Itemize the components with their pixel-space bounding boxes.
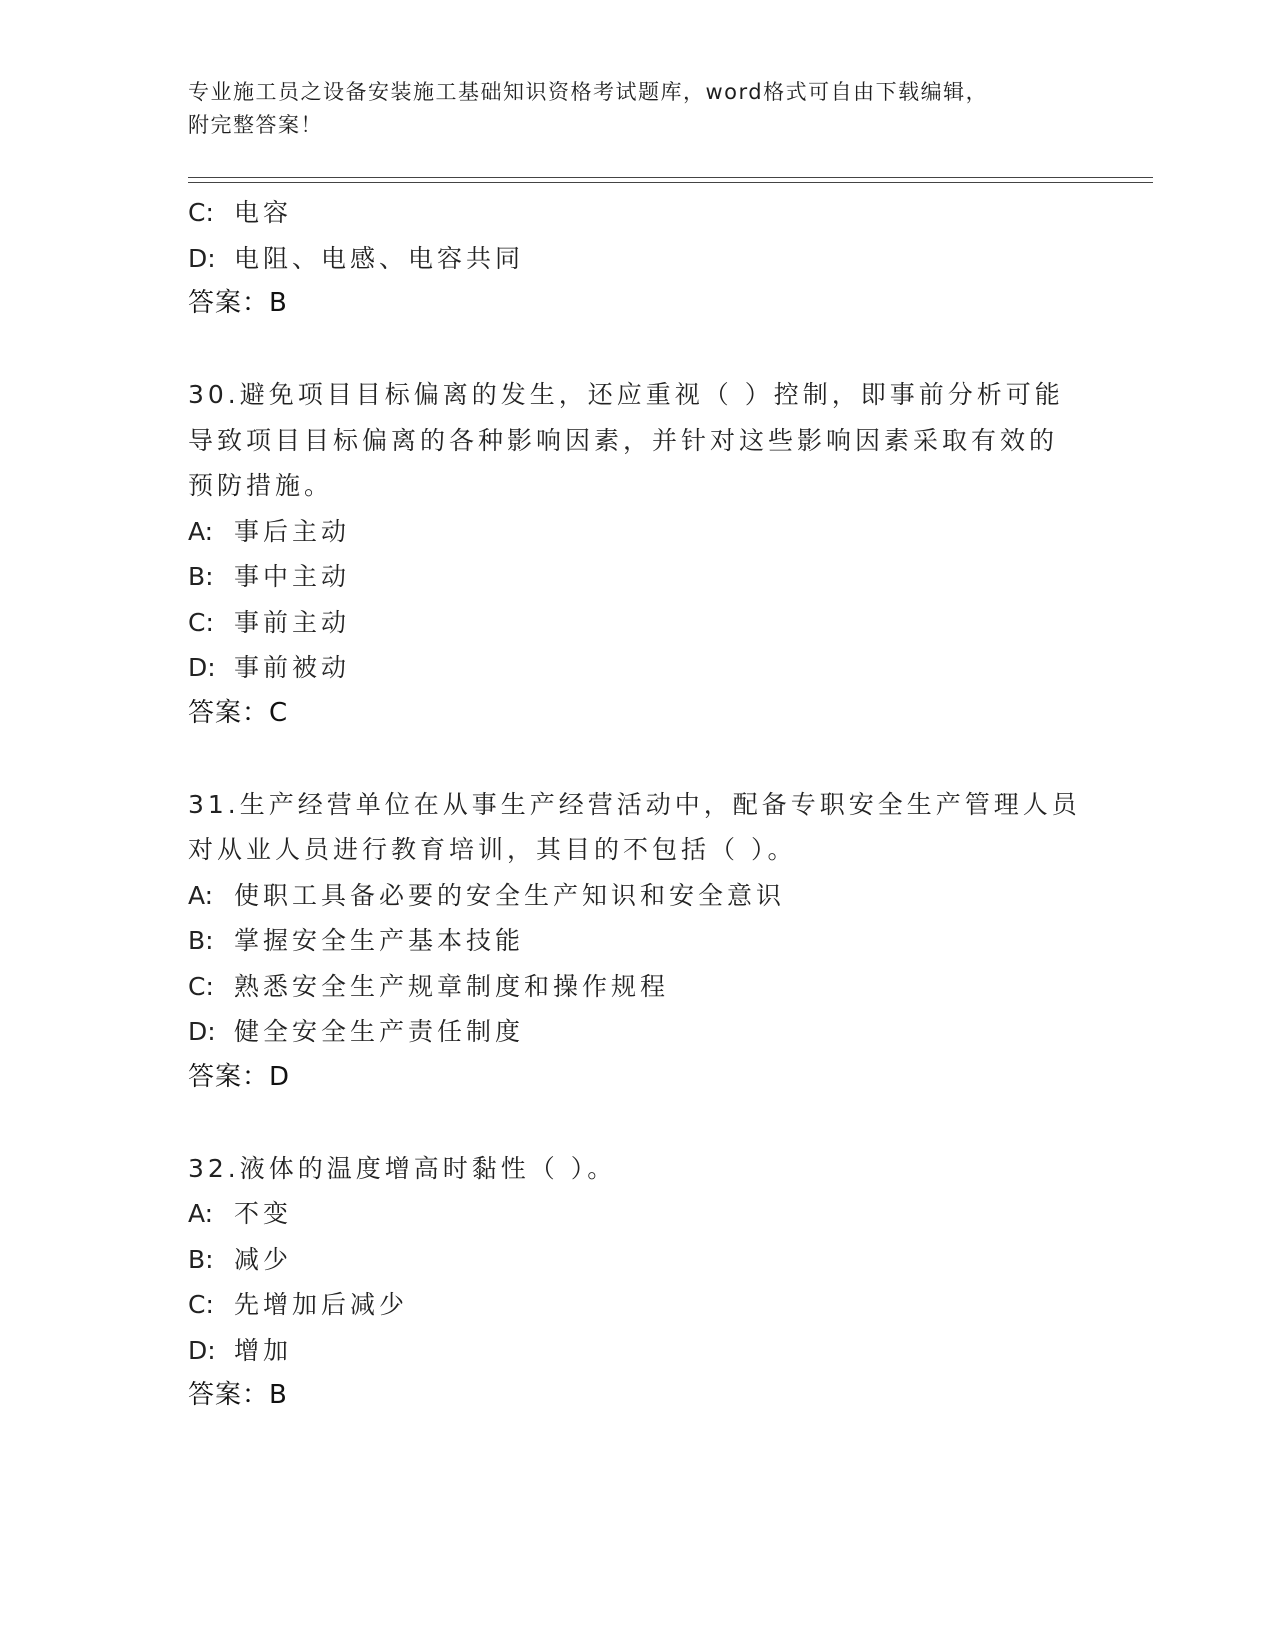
question-text-line: 对从业人员进行教育培训，其目的不包括（ ）。 [188,835,797,864]
option-letter: D: [188,243,216,273]
option-letter: D: [188,653,216,682]
option-b [188,1237,1088,1283]
option-text: 电阻、电感、电容共同 [234,243,525,273]
option-c [188,1282,1088,1328]
option-letter: C: [188,607,214,637]
question-text-line: 31.生产经营单位在从事生产经营活动中，配备专职安全生产管理人员 [188,789,1081,819]
option-a [188,873,1088,919]
option-b [188,554,1088,600]
question-32 [188,1146,1088,1419]
header-divider-bottom [188,182,1153,183]
option-text: 熟悉安全生产规章制度和操作规程 [234,971,670,1001]
option-c [188,964,1088,1010]
option-letter: A: [188,880,214,910]
option-text: 增加 [234,1335,293,1365]
option-letter: C: [188,198,214,227]
question-text-line: 导致项目目标偏离的各种影响因素，并针对这些影响因素采取有效的 [188,425,1059,455]
option-letter: C: [188,971,214,1001]
question-text-line: 32.液体的温度增高时黏性（ ）。 [188,1153,617,1183]
header-line-2: 附完整答案！ [188,113,323,137]
option-text: 事后主动 [234,516,351,546]
question-content [188,190,1088,1419]
answer-line: 答案：B [188,1380,288,1410]
header-line-1: 专业施工员之设备安装施工基础知识资格考试题库，word格式可自由下载编辑， [188,80,989,104]
option-text: 事中主动 [234,562,351,591]
option-text: 先增加后减少 [234,1290,409,1319]
option-letter: D: [188,1017,216,1046]
option-text: 健全安全生产责任制度 [234,1017,525,1046]
option-letter: C: [188,1290,214,1319]
answer-line: 答案：D [188,1061,291,1092]
option-letter: D: [188,1335,216,1365]
option-d [188,236,1088,282]
question-text-line: 30.避免项目目标偏离的发生，还应重视（ ）控制，即事前分析可能 [188,380,1064,409]
header-divider-top [188,177,1153,178]
option-a [188,1191,1088,1237]
option-letter: B: [188,926,214,955]
document-header [188,76,1068,142]
option-letter: B: [188,1244,214,1274]
question-30 [188,372,1088,736]
option-b [188,918,1088,964]
spacer [188,1100,1088,1146]
option-d [188,645,1088,691]
option-letter: A: [188,516,214,546]
option-text: 掌握安全生产基本技能 [234,926,525,955]
option-text: 事前被动 [234,653,351,682]
spacer [188,736,1088,782]
option-text: 电容 [234,198,293,227]
option-c [188,600,1088,646]
question-31 [188,782,1088,1101]
option-c [188,190,1088,236]
option-text: 减少 [234,1244,293,1274]
spacer [188,327,1088,373]
question-text-line: 预防措施。 [188,471,334,500]
option-text: 事前主动 [234,607,351,637]
option-d [188,1009,1088,1055]
option-a [188,509,1088,555]
option-letter: A: [188,1199,214,1228]
option-text: 使职工具备必要的安全生产知识和安全意识 [234,880,786,910]
option-d [188,1328,1088,1374]
option-letter: B: [188,562,214,591]
question-29-tail [188,190,1088,327]
option-text: 不变 [234,1199,293,1228]
answer-line: 答案：C [188,697,289,728]
answer-line: 答案：B [188,288,288,318]
